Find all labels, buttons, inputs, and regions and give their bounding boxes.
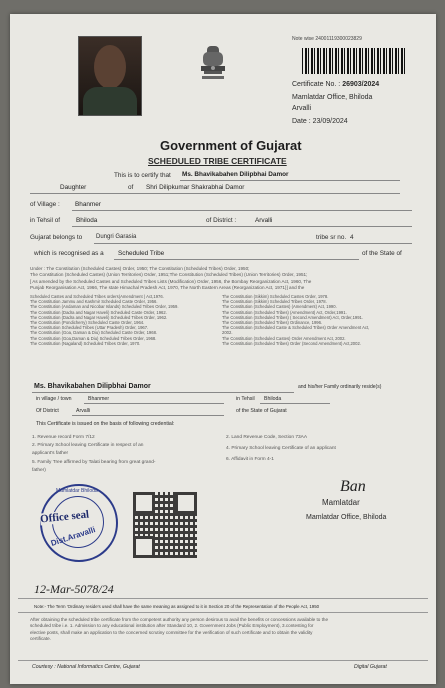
tribe-sr-label: tribe sr no. [316, 234, 347, 241]
acts-right-list [222, 294, 369, 346]
credential-item: 5. Family Tree affirmed by Talati bearing from great grand- [32, 459, 156, 465]
act-item: The Constitution (Andaman and Nicobar Islands) Scheduled Tribes Order, 1959. [30, 304, 179, 310]
residence-tehsil-label: in Tehsil [236, 396, 255, 402]
act-item: The Constitution (Sikkim) Scheduled Castes Order, 1978. [222, 294, 329, 299]
recognised-as: Scheduled Tribe [118, 250, 165, 257]
certificate-date: 23/09/2024 [312, 118, 348, 125]
act-item: The Constitution (Dadra and Nagar Haveli) Scheduled Tribes Order, 1962. [30, 314, 168, 320]
tehsil-label: in Tehsil of [30, 217, 61, 224]
act-item: The Constitution (Scheduled Tribes) Ordinance, 1996. [222, 320, 323, 326]
acts-left-list [30, 294, 179, 346]
state-emblem-icon [196, 42, 230, 94]
under-text [30, 266, 311, 292]
footer-line: elective posts, shall make an application to the concerned scrutiny committee for the verification of such certificate and to obtain the validity [30, 629, 313, 635]
act-item: The Constitution Jammu and Kashmir Scheduled Caste Order, 1956. [30, 299, 158, 305]
act-item: The Constitution (Goa, Daman & Diu) Scheduled Caste Order, 1968. [30, 330, 158, 336]
certificate-no: 26903/2024 [342, 81, 380, 88]
act-item: 2002. [222, 330, 233, 336]
state-suffix: of the State of [362, 250, 402, 257]
act-item: The Constitution (Sikkim) Scheduled Tribes Order, 1978. [222, 299, 327, 305]
seal-district: Dist.Aravalli [49, 525, 97, 548]
footer-paragraph [30, 617, 328, 643]
credential-item: father) [32, 467, 46, 473]
recognised-label: which is recognised as a [34, 250, 104, 257]
act-item: The Constitution (Scheduled Tribes) (Amendment) Act, Order,1991. [222, 309, 347, 315]
qr-code [133, 492, 197, 558]
credentials-right-list [226, 435, 336, 469]
signatory-title: Mamlatdar [322, 498, 360, 507]
footer-line: scheduled tribe i.e. 1. Admission to any educational institution after Standard 10, 2. Government Jobs (Public Employment), 3.contesting for [30, 623, 314, 629]
header-district: Arvalli [292, 105, 312, 112]
resident-name: Ms. Bhavikabahen Dilipbhai Damor [34, 383, 151, 390]
footer-line: After obtaining the scheduled tribe certificate from the competent authority any person desirous to avail the benefits or concessions available to the [30, 617, 328, 622]
act-item: The Constitution (Scheduled Caste & Scheduled Tribes) Order Amendment Act, [222, 325, 370, 331]
under-line: Under : The Constitution (Scheduled Castes) Order, 1950; The Constitution (Scheduled Tribes) Order, 1950; [30, 266, 250, 271]
note-id: Note wise 24001119300023829 [292, 36, 362, 42]
credentials-intro: This Certificate is issued on the basis of following credential: [36, 421, 175, 427]
under-line: The Constitution (Scheduled Castes) (Union Territories) Order, 1951;The Constitution (Scheduled Tribes) (Union Territories) Order, 1951; [30, 272, 308, 278]
seal-label: Office seal [39, 508, 90, 526]
tribe-name: Dungri Garasia [96, 234, 137, 240]
credential-item: applicant's father [32, 451, 69, 457]
act-item: The Constitution (Nagaland) Scheduled Tribes Order, 1970. [30, 340, 141, 346]
tribe-sr-value: 4 [350, 234, 354, 241]
residence-village-label: in village / town [36, 396, 72, 402]
applicant-name: Ms. Bhavikabahen Dilipbhai Damor [182, 171, 289, 178]
applicant-photo [78, 36, 142, 116]
credential-item: 1. Revenue record Form 7/12 [32, 435, 95, 440]
certify-prefix: This is to certify that [114, 172, 171, 179]
act-item: The Constitution (Scheduled Castes) (Amendment) Act, 1990. [222, 304, 337, 310]
parent-name: Shri Dilipkumar Shakrabhai Damor [146, 184, 245, 191]
residence-district-label: Of District [36, 408, 59, 414]
act-item: The Constitution (Scheduled Tribes) ( Second Amendment) Act, Order,1991. [222, 314, 364, 320]
belongs-label: Gujarat belongs to [30, 234, 83, 241]
under-line: Punjab Reorganisation Act, 1966, The state Himachal Pradesh Act, 1970, The North Eastern Areas (Reorganization Act, 1971)] and the [30, 285, 305, 291]
certificate-document [10, 14, 436, 684]
credential-item: 6. Affidavit in Form 4-1 [226, 457, 274, 463]
residence-district: Arvalli [76, 408, 91, 414]
tehsil-value: Bhiloda [76, 217, 98, 224]
credential-item: 2. Land Revenue Code, Section 73AA [226, 435, 308, 440]
district-value: Arvalli [255, 217, 273, 224]
seal-ring-text: Mamlatdar Bhiloda [56, 488, 98, 494]
act-item: The Constitution (Dadra and Nagar Haveli) Scheduled Caste Order, 1962. [30, 309, 167, 315]
header-office: Mamlatdar Office, Bhiloda [292, 94, 373, 101]
certificate-no-label: Certificate No. : [292, 81, 341, 88]
digital-gujarat: Digital Gujarat [354, 664, 387, 670]
residence-suffix: and his/her Family ordinarily reside(s) [298, 384, 382, 390]
credential-item: 4. Primary School leaving Certificate of an applicant [226, 446, 336, 452]
page-title: Government of Gujarat [160, 138, 302, 153]
barcode [302, 48, 406, 74]
village-value: Bhanmer [75, 201, 101, 208]
signatory-office: Mamlatdar Office, Bhiloda [306, 514, 387, 521]
certificate-subtitle: SCHEDULED TRIBE CERTIFICATE [148, 156, 287, 166]
handwritten-note: 12-Mar-5078/24 [34, 582, 114, 596]
signature: Ban [340, 478, 366, 495]
act-item: The Constitution (Scheduled Tribes) Order (Second Amendment) Act,2002. [222, 340, 361, 346]
note-text: Note:- The Term 'Ordinary reside's used shall have the same meaning as assigned to it in Section 20 of the Representation of the People Act, 1950 [34, 604, 320, 609]
act-item: The Constitution Scheduled Tribes (Uttar Pradesh) Order, 1967. [30, 325, 149, 331]
residence-village: Bhanmer [88, 396, 110, 402]
under-line: [ As amended by the Scheduled Castes and Scheduled Tribes Lists (Modification) Order, 1956, the Bombay Reorganization Act, 1960, The [30, 278, 312, 284]
district-label: of District : [206, 217, 237, 224]
relation: Daughter [60, 184, 87, 191]
residence-tehsil: Bhiloda [264, 396, 282, 402]
of-label: of [128, 184, 134, 191]
act-item: The Constitution (Pondicherry) Scheduled Caste Order, 1964. [30, 320, 145, 326]
act-item: Scheduled Castes and Scheduled Tribes orders(Amendment ) Act,1976. [30, 294, 164, 299]
credentials-left-list [32, 435, 156, 476]
date-label: Date : [292, 118, 311, 125]
village-label: of Village : [30, 201, 60, 208]
act-item: The Constitution (Scheduled Castes) Order Amendment Act, 2002. [222, 335, 346, 341]
act-item: The Constitution (Goa,Daman & Diu) Scheduled Tribes Order, 1968. [30, 335, 157, 341]
courtesy: Courtesy : National Informatics Centre, Gujarat [32, 664, 140, 670]
credential-item: 2. Primary School leaving Certificate in respect of an [32, 443, 144, 449]
footer-line: certificate. [30, 636, 51, 642]
residence-state: of the State of Gujarat [236, 408, 287, 414]
